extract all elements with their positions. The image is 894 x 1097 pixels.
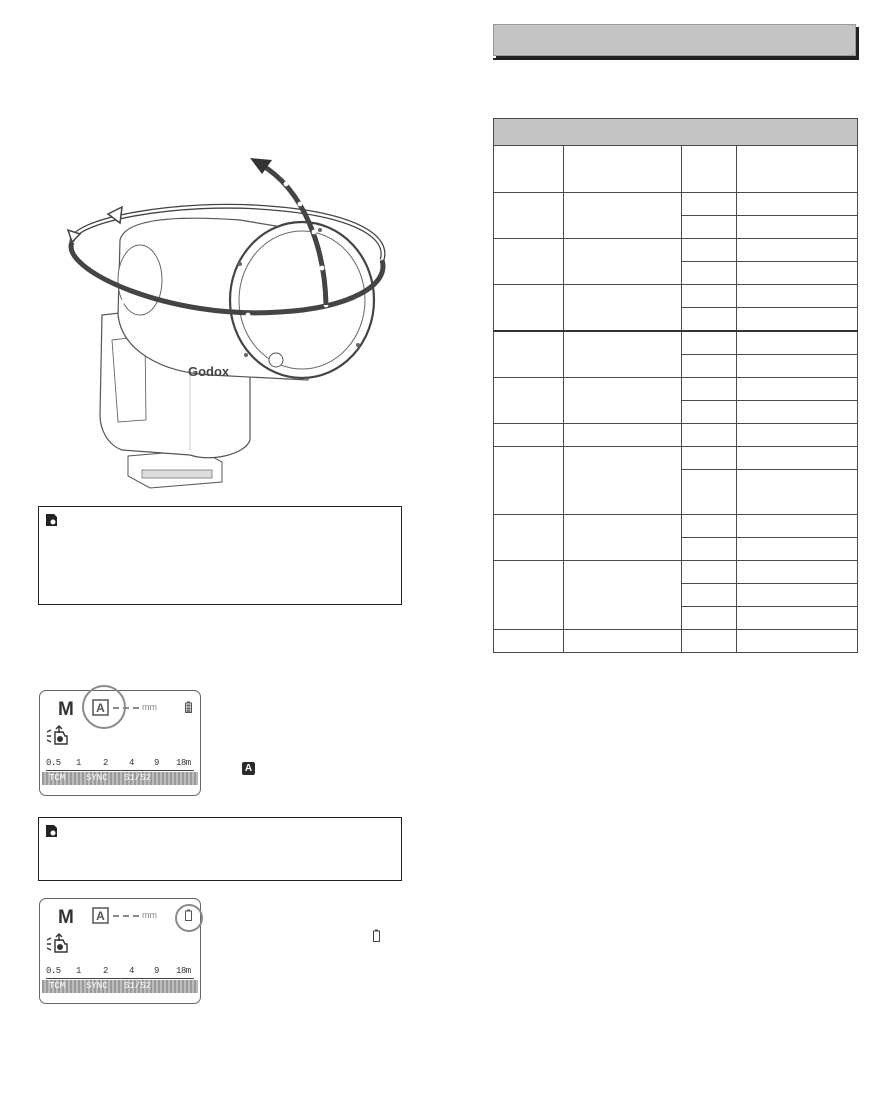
column-header [737, 146, 858, 193]
scale-tick: 0.5 [46, 966, 61, 976]
note-box-2 [38, 817, 402, 881]
table-row [494, 630, 858, 653]
flash-rotation-illustration [50, 150, 400, 500]
scale-tick: 18m [176, 758, 191, 768]
table-column-headers [494, 146, 858, 193]
zoom-unit: mm [142, 910, 157, 920]
table-row [494, 447, 858, 470]
wireless-sync-icon [45, 724, 71, 746]
column-header [682, 146, 737, 193]
note-icon [46, 825, 57, 837]
scale-tick: 1 [76, 758, 81, 768]
section-header-bar [493, 24, 856, 56]
battery-empty-inline-icon [373, 929, 380, 942]
column-header [564, 146, 682, 193]
battery-highlight-circle [175, 904, 203, 932]
battery-icon [185, 701, 192, 713]
scale-tick: 1 [76, 966, 81, 976]
note-box-1 [38, 506, 402, 605]
table-row [494, 424, 858, 447]
scale-tick: 9 [154, 758, 159, 768]
scale-tick: 9 [154, 966, 159, 976]
zoom-highlight-circle [82, 685, 126, 729]
table-header [494, 119, 858, 146]
tab-sync: SYNC [86, 981, 108, 991]
wireless-sync-icon [45, 932, 71, 954]
svg-text:A: A [96, 909, 105, 923]
table-row [494, 193, 858, 216]
lcd-tab-bar [42, 772, 198, 785]
tab-s1s2: S1/S2 [124, 981, 152, 991]
scale-tick: 2 [103, 966, 108, 976]
table-row [494, 239, 858, 262]
zoom-value-placeholder [113, 915, 139, 917]
table-row [494, 378, 858, 401]
auto-zoom-icon [92, 907, 109, 924]
table-row [494, 331, 858, 355]
tab-tcm: TCM [49, 981, 66, 991]
scale-tick: 2 [103, 758, 108, 768]
flash-mode-label: M [58, 907, 74, 928]
flash-mode-label: M [58, 699, 74, 720]
table-row [494, 561, 858, 584]
column-header [494, 146, 564, 193]
scale-tick: 18m [176, 966, 191, 976]
tab-tcm: TCM [49, 773, 66, 783]
tab-sync: SYNC [86, 773, 108, 783]
scale-tick: 4 [129, 966, 134, 976]
lcd-tab-bar [42, 980, 198, 993]
scale-tick: 4 [129, 758, 134, 768]
table-row [494, 285, 858, 308]
note-icon [46, 514, 57, 526]
table-row [494, 515, 858, 538]
header-rule [493, 58, 859, 60]
spec-table [493, 118, 858, 653]
brand-logo: Godox [188, 364, 230, 379]
scale-tick: 0.5 [46, 758, 61, 768]
zoom-unit: mm [142, 702, 157, 712]
svg-text:A: A [96, 701, 105, 715]
tab-s1s2: S1/S2 [124, 773, 152, 783]
auto-zoom-inline-icon: A [242, 762, 255, 775]
